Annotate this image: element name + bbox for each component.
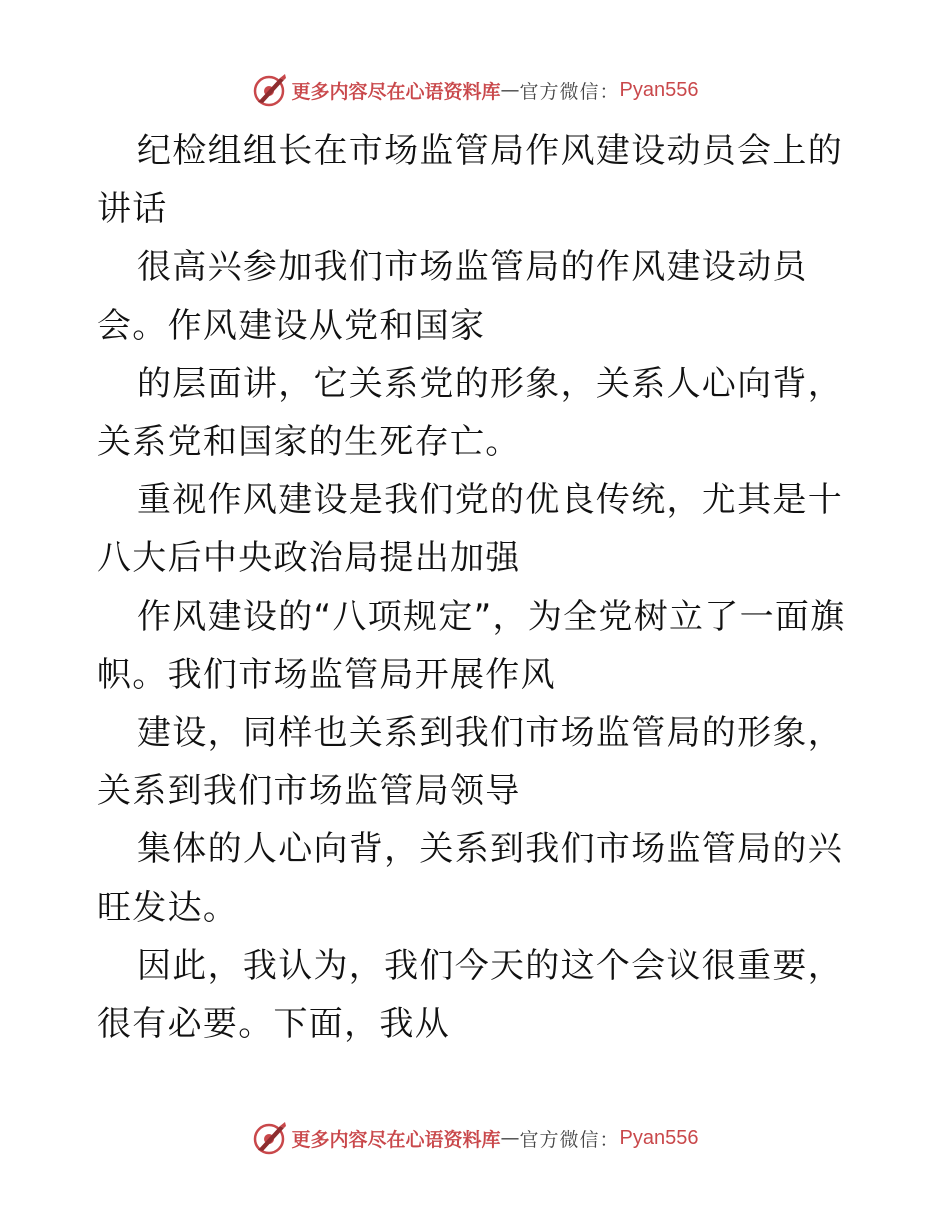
paragraph: 作风建设的“八项规定”，为全党树立了一面旗帜。我们市场监管局开展作风 (97, 596, 846, 695)
separator-dash: — (500, 79, 520, 101)
brand-text: 更多内容尽在心语资料库 (291, 1128, 501, 1151)
wechat-label: 官方微信： (519, 1128, 620, 1151)
wechat-label: 官方微信： (519, 80, 620, 103)
paragraph: 重视作风建设是我们党的优良传统，尤其是十八大后中央政治局提出加强 (97, 480, 843, 579)
pen-logo-icon (252, 1120, 288, 1156)
separator-dash: — (500, 1127, 520, 1149)
footer-banner (0, 1118, 950, 1158)
document-body (97, 122, 857, 1053)
paragraph: 建设，同样也关系到我们市场监管局的形象，关系到我们市场监管局领导 (97, 713, 843, 812)
document-title: 纪检组组长在市场监管局作风建设动员会上的讲话 (97, 131, 843, 230)
pen-logo-icon (252, 72, 288, 108)
paragraph: 的层面讲，它关系党的形象，关系人心向背，关系党和国家的生死存亡。 (97, 363, 843, 463)
header-banner (0, 70, 950, 110)
brand-text: 更多内容尽在心语资料库 (291, 80, 501, 103)
paragraph: 集体的人心向背，关系到我们市场监管局的兴旺发达。 (97, 829, 843, 928)
paragraph: 很高兴参加我们市场监管局的作风建设动员会。作风建设从党和国家 (97, 247, 808, 346)
paragraph: 因此，我认为，我们今天的这个会议很重要，很有必要。下面，我从 (97, 945, 843, 1045)
wechat-handle: Pyan556 (619, 1126, 699, 1149)
wechat-handle: Pyan556 (619, 78, 699, 101)
